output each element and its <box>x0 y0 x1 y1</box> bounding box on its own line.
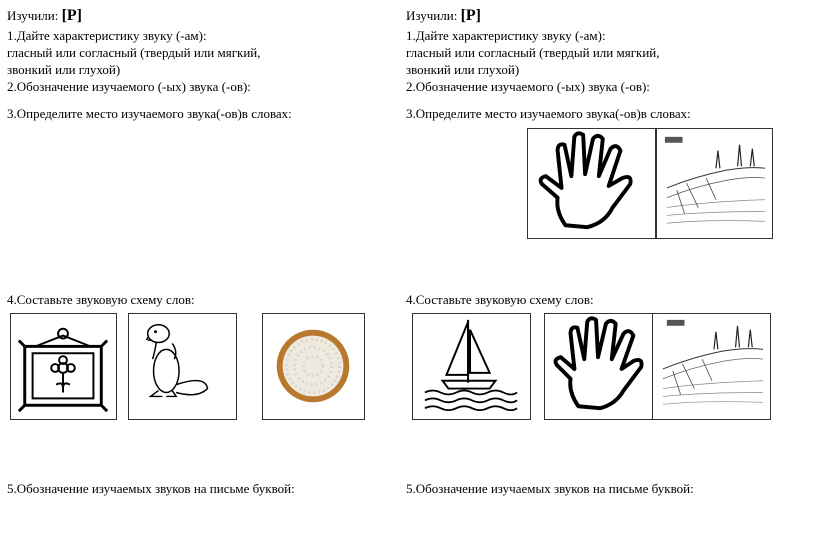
right-worksheet <box>406 0 806 542</box>
task5-text: 5.Обозначение изучаемых звуков на письме буквой: <box>7 481 295 496</box>
task1-line3: звонкий или глухой) <box>7 62 121 77</box>
frame-picture <box>10 313 117 420</box>
task2-text: 2.Обозначение изучаемого (-ых) звука (-ов): <box>406 79 650 94</box>
river-picture <box>652 313 771 420</box>
task3-text: 3.Определите место изучаемого звука(-ов)в словах: <box>406 106 691 121</box>
task5-text: 5.Обозначение изучаемых звуков на письме буквой: <box>406 481 694 496</box>
task2-text: 2.Обозначение изучаемого (-ых) звука (-ов): <box>7 79 251 94</box>
studied-letter: [Р] <box>61 7 82 24</box>
task1-text: 1.Дайте характеристику звуку (-ам): <box>406 28 606 43</box>
sailboat-picture <box>412 313 531 420</box>
task3-text: 3.Определите место изучаемого звука(-ов)в словах: <box>7 106 292 121</box>
studied-label: Изучили: <box>406 8 458 23</box>
left-worksheet <box>7 0 407 542</box>
rice-bowl-picture <box>262 313 365 420</box>
hand-picture <box>544 313 654 420</box>
task1-line2: гласный или согласный (твердый или мягкий, <box>7 45 261 60</box>
task1-line3: звонкий или глухой) <box>406 62 520 77</box>
task1-line2: гласный или согласный (твердый или мягкий, <box>406 45 660 60</box>
task4-text: 4.Составьте звуковую схему слов: <box>7 292 195 307</box>
studied-line <box>7 8 82 24</box>
task1-text: 1.Дайте характеристику звуку (-ам): <box>7 28 207 43</box>
studied-letter: [Р] <box>460 7 481 24</box>
task4-text: 4.Составьте звуковую схему слов: <box>406 292 594 307</box>
studied-label: Изучили: <box>7 8 59 23</box>
beaver-picture <box>128 313 237 420</box>
river-picture <box>656 128 773 239</box>
hand-picture <box>527 128 656 239</box>
studied-line <box>406 8 481 24</box>
